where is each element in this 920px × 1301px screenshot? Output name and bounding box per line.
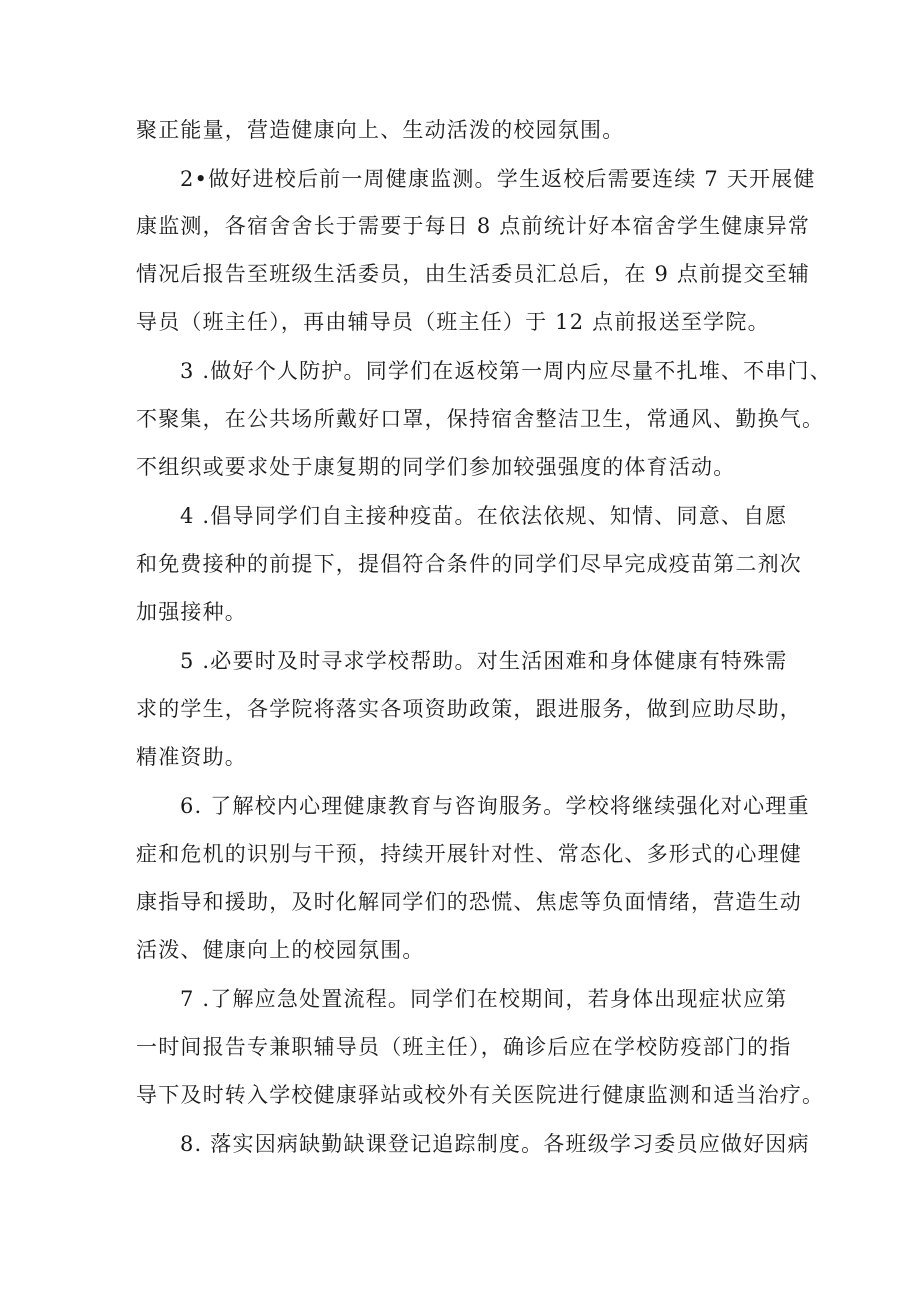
text-line: 不组织或要求处于康复期的同学们参加较强强度的体育活动。 — [136, 455, 736, 479]
text-line: 导下及时转入学校健康驿站或校外有关医院进行健康监测和适当治疗。 — [136, 1083, 825, 1107]
text-line: 5 .必要时及时寻求学校帮助。对生活困难和身体健康有特殊需 — [180, 649, 788, 673]
text-line: 求的学生，各学院将落实各项资助政策，跟进服务，做到应助尽助， — [136, 697, 802, 721]
text-line: 导员（班主任），再由辅导员（班主任）于 12 点前报送至学院。 — [136, 310, 770, 334]
text-line: 活泼、健康向上的校园氛围。 — [136, 938, 425, 962]
text-line: 不聚集，在公共场所戴好口罩，保持宿舍整洁卫生，常通风、勤换气。 — [136, 407, 825, 431]
text-line: 症和危机的识别与干预，持续开展针对性、常态化、多形式的心理健 — [136, 842, 802, 866]
text-line: 8. 落实因病缺勤缺课登记追踪制度。各班级学习委员应做好因病 — [180, 1132, 810, 1156]
text-line: 加强接种。 — [136, 600, 247, 624]
text-line: 4 .倡导同学们自主接种疫苗。在依法依规、知情、同意、自愿 — [180, 504, 788, 528]
text-line: 聚正能量，营造健康向上、生动活泼的校园氛围。 — [136, 118, 625, 142]
text-line: 康指导和援助，及时化解同学们的恐慌、焦虑等负面情绪，营造生动 — [136, 890, 802, 914]
text-line: 精准资助。 — [136, 745, 247, 769]
text-line: 一时间报告专兼职辅导员（班主任），确诊后应在学校防疫部门的指 — [136, 1035, 792, 1059]
text-line: 7 .了解应急处置流程。同学们在校期间，若身体出现症状应第 — [180, 987, 788, 1011]
text-line: 和免费接种的前提下，提倡符合条件的同学们尽早完成疫苗第二剂次 — [136, 552, 802, 576]
text-line: 情况后报告至班级生活委员，由生活委员汇总后，在 9 点前提交至辅 — [136, 262, 811, 286]
text-line: 3 .做好个人防护。同学们在返校第一周内应尽量不扎堆、不串门、 — [180, 359, 832, 383]
text-line: 2•做好进校后前一周健康监测。学生返校后需要连续 7 天开展健 — [180, 167, 816, 191]
text-line: 6. 了解校内心理健康教育与咨询服务。学校将继续强化对心理重 — [180, 794, 810, 818]
text-line: 康监测，各宿舍舍长于需要于每日 8 点前统计好本宿舍学生健康异常 — [136, 214, 811, 238]
